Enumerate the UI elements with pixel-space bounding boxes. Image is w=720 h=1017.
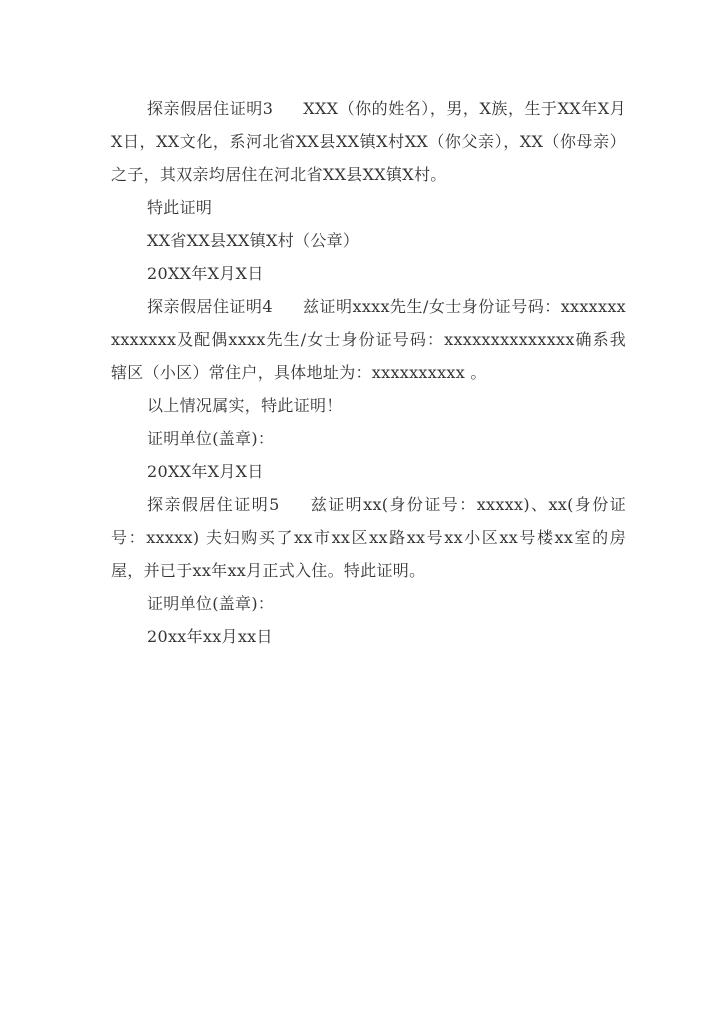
section-5-date: 20xx年xx月xx日 [147, 627, 273, 646]
section-4-date: 20XX年X月X日 [147, 462, 264, 481]
section-3-intro [111, 92, 626, 191]
section-4-body: 兹证明xxxx先生/女士身份证号码：xxxxxxxxxxxxxx及配偶xxxx先生/女士身份证号码：xxxxxxxxxxxxxx确系我辖区（小区）常住户，具体地址为：xxxxxxxxxx 。 [111, 297, 626, 382]
section-5-issuer-line: 证明单位(盖章)： [147, 594, 275, 613]
section-3-date: 20XX年X月X日 [147, 264, 264, 283]
section-3-certify-line: 特此证明 [147, 198, 213, 217]
section-4-heading: 探亲假居住证明4 [147, 297, 273, 316]
section-4-intro [111, 290, 626, 389]
section-3-seal-line: XX省XX县XX镇X村（公章） [147, 231, 360, 250]
section-5-intro [111, 488, 626, 587]
document-body [111, 92, 626, 653]
section-4-certify-line: 以上情况属实，特此证明！ [147, 396, 343, 415]
section-5-body: 兹证明xx(身份证号：xxxxx)、xx(身份证号：xxxxx) 夫妇购买了xx市xx区xx路xx号xx小区xx号楼xx室的房屋，并已于xx年xx月正式入住。特此证明。 [111, 495, 626, 580]
section-3-heading: 探亲假居住证明3 [147, 99, 274, 118]
section-4-issuer-line: 证明单位(盖章)： [147, 429, 275, 448]
section-5-heading: 探亲假居住证明5 [147, 495, 280, 514]
section-3-body: XXX（你的姓名），男，X族，生于XX年X月X日，XX文化，系河北省XX县XX镇X村XX（你父亲），XX（你母亲）之子，其双亲均居住在河北省XX县XX镇X村。 [111, 99, 626, 184]
